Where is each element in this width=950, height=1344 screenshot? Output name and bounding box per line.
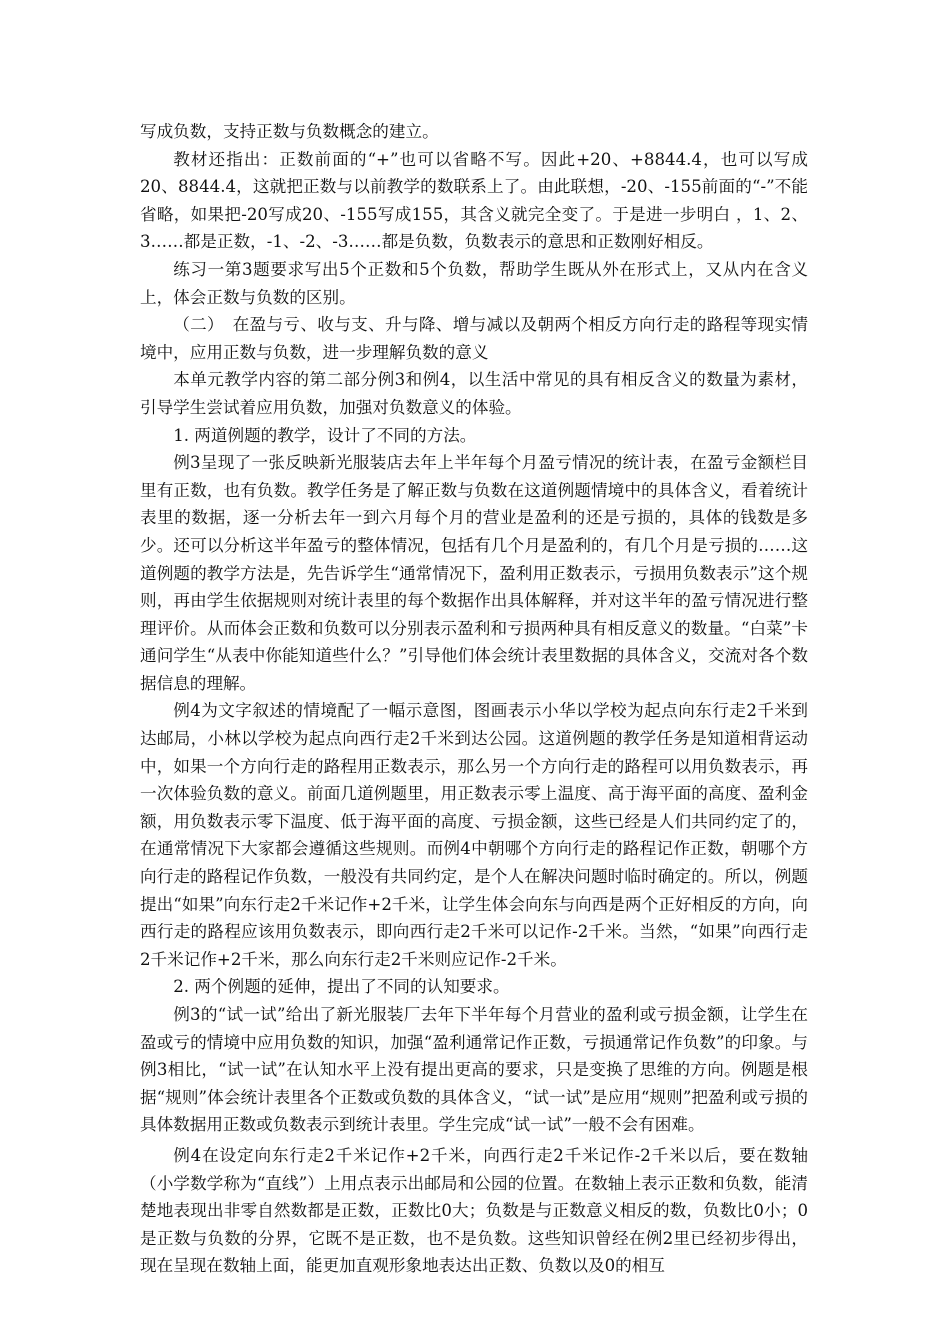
paragraph-example-3: 例3呈现了一张反映新光服装店去年上半年每个月盈亏情况的统计表，在盈亏金额栏目里有正数，也有负数。教学任务是了解正数与负数在这道例题情境中的具体含义，看着统计表里的数据，逐一分析去年一到六月每个月的营业是盈利的还是亏损的，具体的钱数是多少。还可以分析这半年盈亏的整体情况，包括有几个月是盈利的，有几个月是亏损的……这道例题的教学方法是，先告诉学生“通常情况下，盈利用正数表示，亏损用负数表示”这个规则，再由学生依据规则对统计表里的每个数据作出具体解释，并对这半年的盈亏情况进行整理评价。从而体会正数和负数可以分别表示盈利和亏损两种具有相反意义的数量。“白菜”卡通问学生“从表中你能知道些什么？”引导他们体会统计表里数据的具体含义，交流对各个数据信息的理解。 <box>140 453 808 693</box>
paragraph-part-two-intro: 本单元教学内容的第二部分例3和例4，以生活中常见的具有相反含义的数量为素材，引导学生尝试着应用负数，加强对负数意义的体验。 <box>140 370 808 417</box>
paragraph-exercise-3: 练习一第3题要求写出5个正数和5个负数，帮助学生既从外在形式上，又从内在含义上，体会正数与负数的区别。 <box>140 259 808 307</box>
paragraph-example-4: 例4为文字叙述的情境配了一幅示意图，图画表示小华以学校为起点向东行走2千米到达邮局，小林以学校为起点向西行走2千米到达公园。这道例题的教学任务是知道相背运动中，如果一个方向行走的路程用正数表示，那么另一个方向行走的路程可以用负数表示，再一次体验负数的意义。前面几道例题里，用正数表示零上温度、高于海平面的高度、盈利金额，用负数表示零下温度、低于海平面的高度、亏损金额，这些已经是人们共同约定了的，在通常情况下大家都会遵循这些规则。而例4中朝哪个方向行走的路程记作正数，朝哪个方向行走的路程记作负数，一般没有共同约定，是个人在解决问题时临时确定的。所以，例题提出“如果”向东行走2千米记作+2千米，让学生体会向东与向西是两个正好相反的方向，向西行走的路程应该用负数表示，即向西行走2千米可以记作-2千米。当然，“如果”向西行走2千米记作+2千米，那么向东行走2千米则应记作-2千米。 <box>140 701 808 969</box>
subheading-2: 2. 两个例题的延伸，提出了不同的认知要求。 <box>173 977 510 997</box>
paragraph-number-line: 例4在设定向东行走2千米记作+2千米，向西行走2千米记作-2千米以后，要在数轴（小学数学称为“直线”）上用点表示出邮局和公园的位置。在数轴上表示正数和负数，能清楚地表现出非零自然数都是正数，正数比0大；负数是与正数意义相反的数，负数比0小；0是正数与负数的分界，它既不是正数，也不是负数。这些知识曾经在例2里已经初步得出，现在呈现在数轴上面，能更加直观形象地表达出正数、负数以及0的相互 <box>140 1145 808 1276</box>
section-heading-2: （二） 在盈与亏、收与支、升与降、增与减以及朝两个相反方向行走的路程等现实情境中，应用正数与负数，进一步理解负数的意义 <box>140 315 808 362</box>
paragraph-try-it: 例3的“试一试”给出了新光服装厂去年下半年每个月营业的盈利或亏损金额，让学生在盈或亏的情境中应用负数的知识，加强“盈利通常记作正数，亏损通常记作负数”的印象。与例3相比，“试一试”在认知水平上没有提出更高的要求，只是变换了思维的方向。例题是根据“规则”体会统计表里各个正数或负数的具体含义，“试一试”是应用“规则”把盈利或亏损的具体数据用正数或负数表示到统计表里。学生完成“试一试”一般不会有困难。 <box>140 1005 808 1135</box>
paragraph-continuation: 写成负数，支持正数与负数概念的建立。 <box>140 122 439 141</box>
paragraph-plus-sign: 教材还指出：正数前面的“+”也可以省略不写。因此+20、+8844.4，也可以写成20、8844.4，这就把正数与以前教学的数联系上了。由此联想，-20、-155前面的“-”不能省略，如果把-20写成20、-155写成155，其含义就完全变了。于是进一步明白 ，1、2、3……都是正数，-1、-2、-3……都是负数，负数表示的意思和正数刚好相反。 <box>140 149 808 252</box>
document-page <box>140 118 808 1280</box>
subheading-1: 1. 两道例题的教学，设计了不同的方法。 <box>173 425 477 445</box>
